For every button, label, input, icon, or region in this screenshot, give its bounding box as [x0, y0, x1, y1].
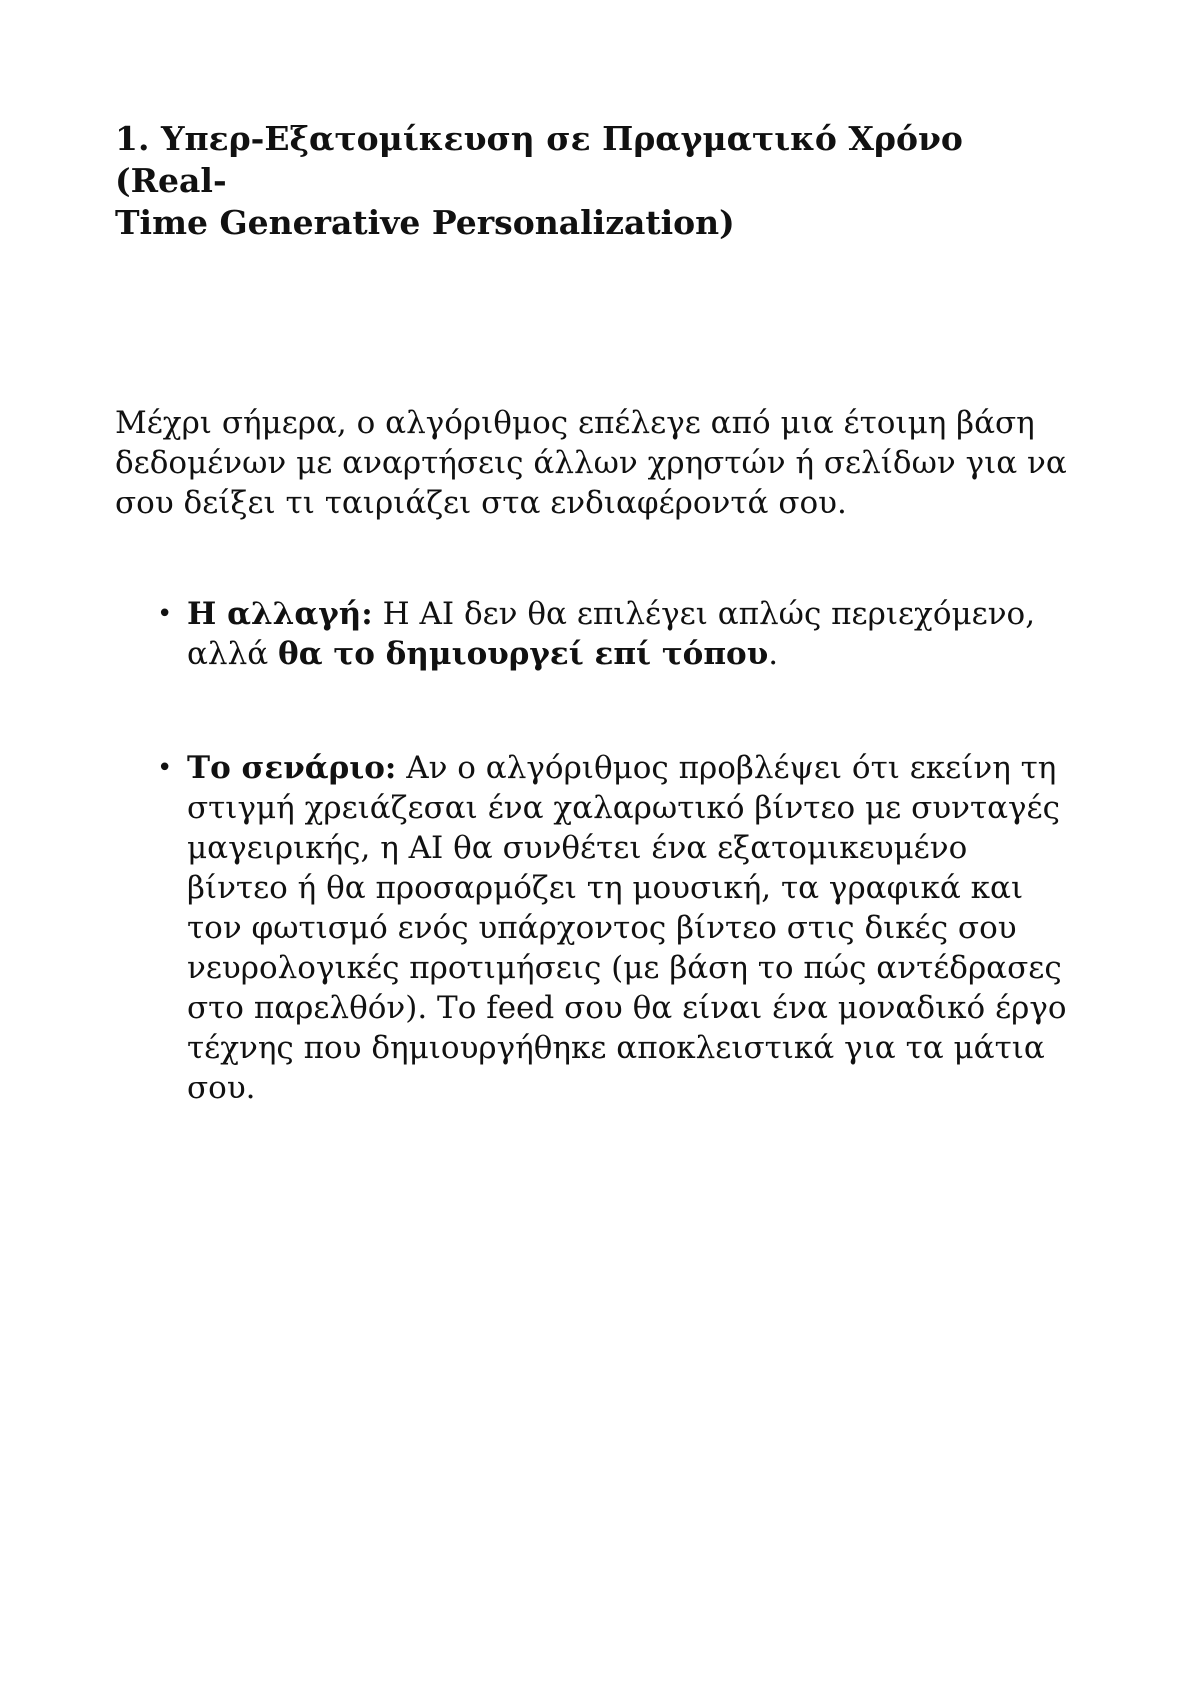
- bullet-icon: •: [157, 599, 173, 629]
- bullet-item-scenario: [115, 748, 1075, 1108]
- intro-paragraph: Μέχρι σήμερα, ο αλγόριθμος επέλεγε από μια έτοιμη βάση δεδομένων με αναρτήσεις άλλων χρηστών ή σελίδων για να σου δείξει τι ταιριάζει στα ενδιαφέροντά σου.: [115, 405, 1067, 521]
- bullet-text-change-before: Η AI δεν θα επιλέγει απλώς περιεχόμενο, αλλά: [187, 596, 1036, 672]
- bullet-text-change-after: .: [768, 636, 779, 672]
- section-heading: [115, 118, 1075, 244]
- bullet-emphasis-change: θα το δημιουργεί επί τόπου: [278, 636, 769, 672]
- bullet-label-change: Η αλλαγή:: [187, 596, 373, 632]
- bullet-list: [115, 594, 1075, 1108]
- section-heading-line-1: 1. Υπερ-Εξατομίκευση σε Πραγματικό Χρόνο (Real-: [115, 119, 963, 200]
- bullet-text-scenario: Αν ο αλγόριθμος προβλέψει ότι εκείνη τη στιγμή χρειάζεσαι ένα χαλαρωτικό βίντεο με συνταγές μαγειρικής, η AI θα συνθέτει ένα εξατομικευμένο βίντεο ή θα προσαρμόζει τη μουσική, τα γραφικά και τον φωτισμό ενός υπάρχοντος βίντεο στις δικές σου νευρολογικές προτιμήσεις (με βάση το πώς αντέδρασες στο παρελθόν). Το feed σου θα είναι ένα μοναδικό έργο τέχνης που δημιουργήθηκε αποκλειστικά για τα μάτια σου.: [187, 750, 1067, 1106]
- section-heading-line-2: Time Generative Personalization): [115, 203, 735, 242]
- bullet-icon: •: [157, 753, 173, 783]
- bullet-item-change: [115, 594, 1075, 674]
- bullet-label-scenario: Το σενάριο:: [187, 750, 397, 786]
